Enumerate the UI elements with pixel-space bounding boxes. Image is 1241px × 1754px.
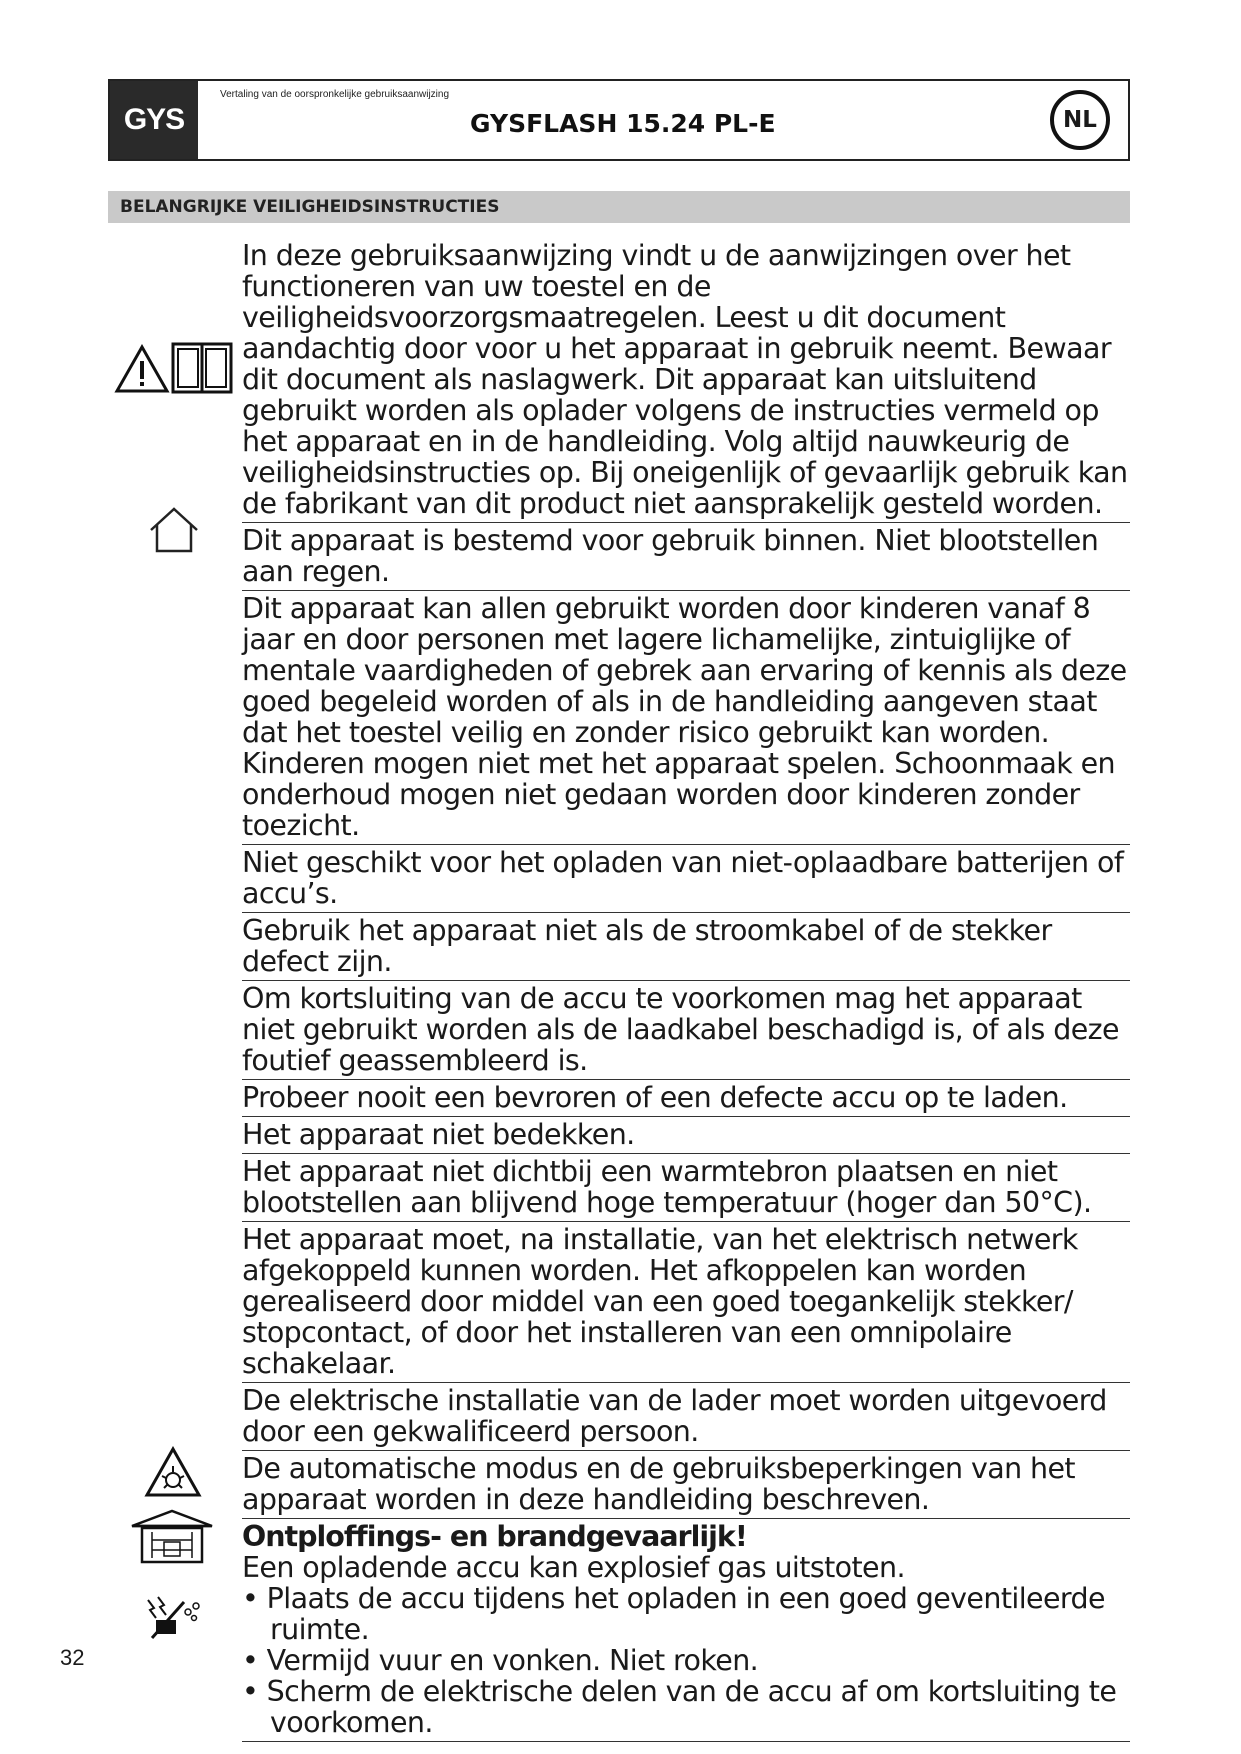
- instruction-paragraph-heat: Het apparaat niet dichtbij een warmtebron plaatsen en niet blootstellen aan blijvend hoge temperatuur (hoger dan 50°C).: [242, 1154, 1130, 1222]
- instruction-paragraph-intro: In deze gebruiksaanwijzing vindt u de aanwijzingen over het functioneren van uw toestel en de veiligheidsvoorzorgsmaatregelen. Leest u dit document aandachtig door voor u het apparaat in gebruik neemt. Bewaar dit document als naslagwerk. Dit apparaat kan uitsluitend gebruikt worden als oplader volgens de instructies vermeld op het apparaat en in de handleiding. Volg altijd nauwkeurig de veiligheidsinstructies op. Bij oneigenlijk of gevaarlijk gebruik kan de fabrikant van dit product niet aansprakelijk gesteld worden.: [242, 238, 1130, 523]
- instruction-paragraph-frozen: Probeer nooit een bevroren of een defecte accu op te laden.: [242, 1080, 1130, 1117]
- section-title: BELANGRIJKE VEILIGHEIDSINSTRUCTIES: [120, 197, 500, 217]
- explosion-warning-icon: [144, 1446, 202, 1498]
- explosion-intro: Een opladende accu kan explosief gas uitstoten.: [242, 1551, 905, 1584]
- product-title: GYSFLASH 15.24 PL-E: [470, 109, 776, 138]
- section-heading-bar: [108, 191, 1130, 223]
- ventilated-room-icon: [130, 1508, 214, 1564]
- gys-logo: GYS: [110, 81, 198, 159]
- no-fire-sparks-icon: [142, 1594, 204, 1644]
- safety-instructions: [242, 238, 1130, 1742]
- header-subtitle: Vertaling van de oorspronkelijke gebruiksaanwijzing: [220, 89, 450, 100]
- instruction-paragraph-installation: De elektrische installatie van de lader moet worden uitgevoerd door een gekwalificeerd persoon.: [242, 1383, 1130, 1451]
- explosion-bullet-shield: • Scherm de elektrische delen van de accu af om kortsluiting te voorkomen.: [242, 1675, 1117, 1739]
- document-header: [108, 79, 1130, 161]
- explosion-warning-block: [242, 1519, 1130, 1742]
- warning-icon: [114, 344, 170, 394]
- instruction-paragraph-short-circuit: Om kortsluiting van de accu te voorkomen mag het apparaat niet gebruikt worden als de laadkabel beschadigd is, of als deze foutief geassembleerd is.: [242, 981, 1130, 1080]
- explosion-bullet-ventilation: • Plaats de accu tijdens het opladen in een goed geventileerde ruimte.: [242, 1582, 1105, 1646]
- instruction-paragraph-cover: Het apparaat niet bedekken.: [242, 1117, 1130, 1154]
- explosion-heading: Ontploffings- en brandgevaarlijk!: [242, 1520, 747, 1553]
- instruction-paragraph-disconnect: Het apparaat moet, na installatie, van het elektrisch netwerk afgekoppeld kunnen worden. Het afkoppelen kan worden gerealiseerd door middel van een goed toegankelijk stekker/ stopcontact, of door het installeren van een omnipolaire schakelaar.: [242, 1222, 1130, 1383]
- manual-book-icon: [170, 340, 234, 396]
- instruction-paragraph-automatic-mode: De automatische modus en de gebruiksbeperkingen van het apparaat worden in deze handleiding beschreven.: [242, 1451, 1130, 1519]
- instruction-paragraph-indoor: Dit apparaat is bestemd voor gebruik binnen. Niet blootstellen aan regen.: [242, 523, 1130, 591]
- instruction-paragraph-children: Dit apparaat kan allen gebruikt worden door kinderen vanaf 8 jaar en door personen met lagere lichamelijke, zintuiglijke of mentale vaardigheden of gebrek aan ervaring of kennis als deze goed begeleid worden of als in de handleiding aangeven staat dat het toestel veilig en zonder risico gebruikt kan worden. Kinderen mogen niet met het apparaat spelen. Schoonmaak en onderhoud mogen niet gedaan worden door kinderen zonder toezicht.: [242, 591, 1130, 845]
- instruction-paragraph-cable-defect: Gebruik het apparaat niet als de stroomkabel of de stekker defect zijn.: [242, 913, 1130, 981]
- explosion-bullet-no-fire: • Vermijd vuur en vonken. Niet roken.: [242, 1644, 759, 1677]
- house-indoor-icon: [148, 506, 200, 554]
- instruction-paragraph-non-rechargeable: Niet geschikt voor het opladen van niet-oplaadbare batterijen of accu’s.: [242, 845, 1130, 913]
- language-badge: NL: [1050, 90, 1110, 150]
- page-number: 32: [60, 1645, 85, 1670]
